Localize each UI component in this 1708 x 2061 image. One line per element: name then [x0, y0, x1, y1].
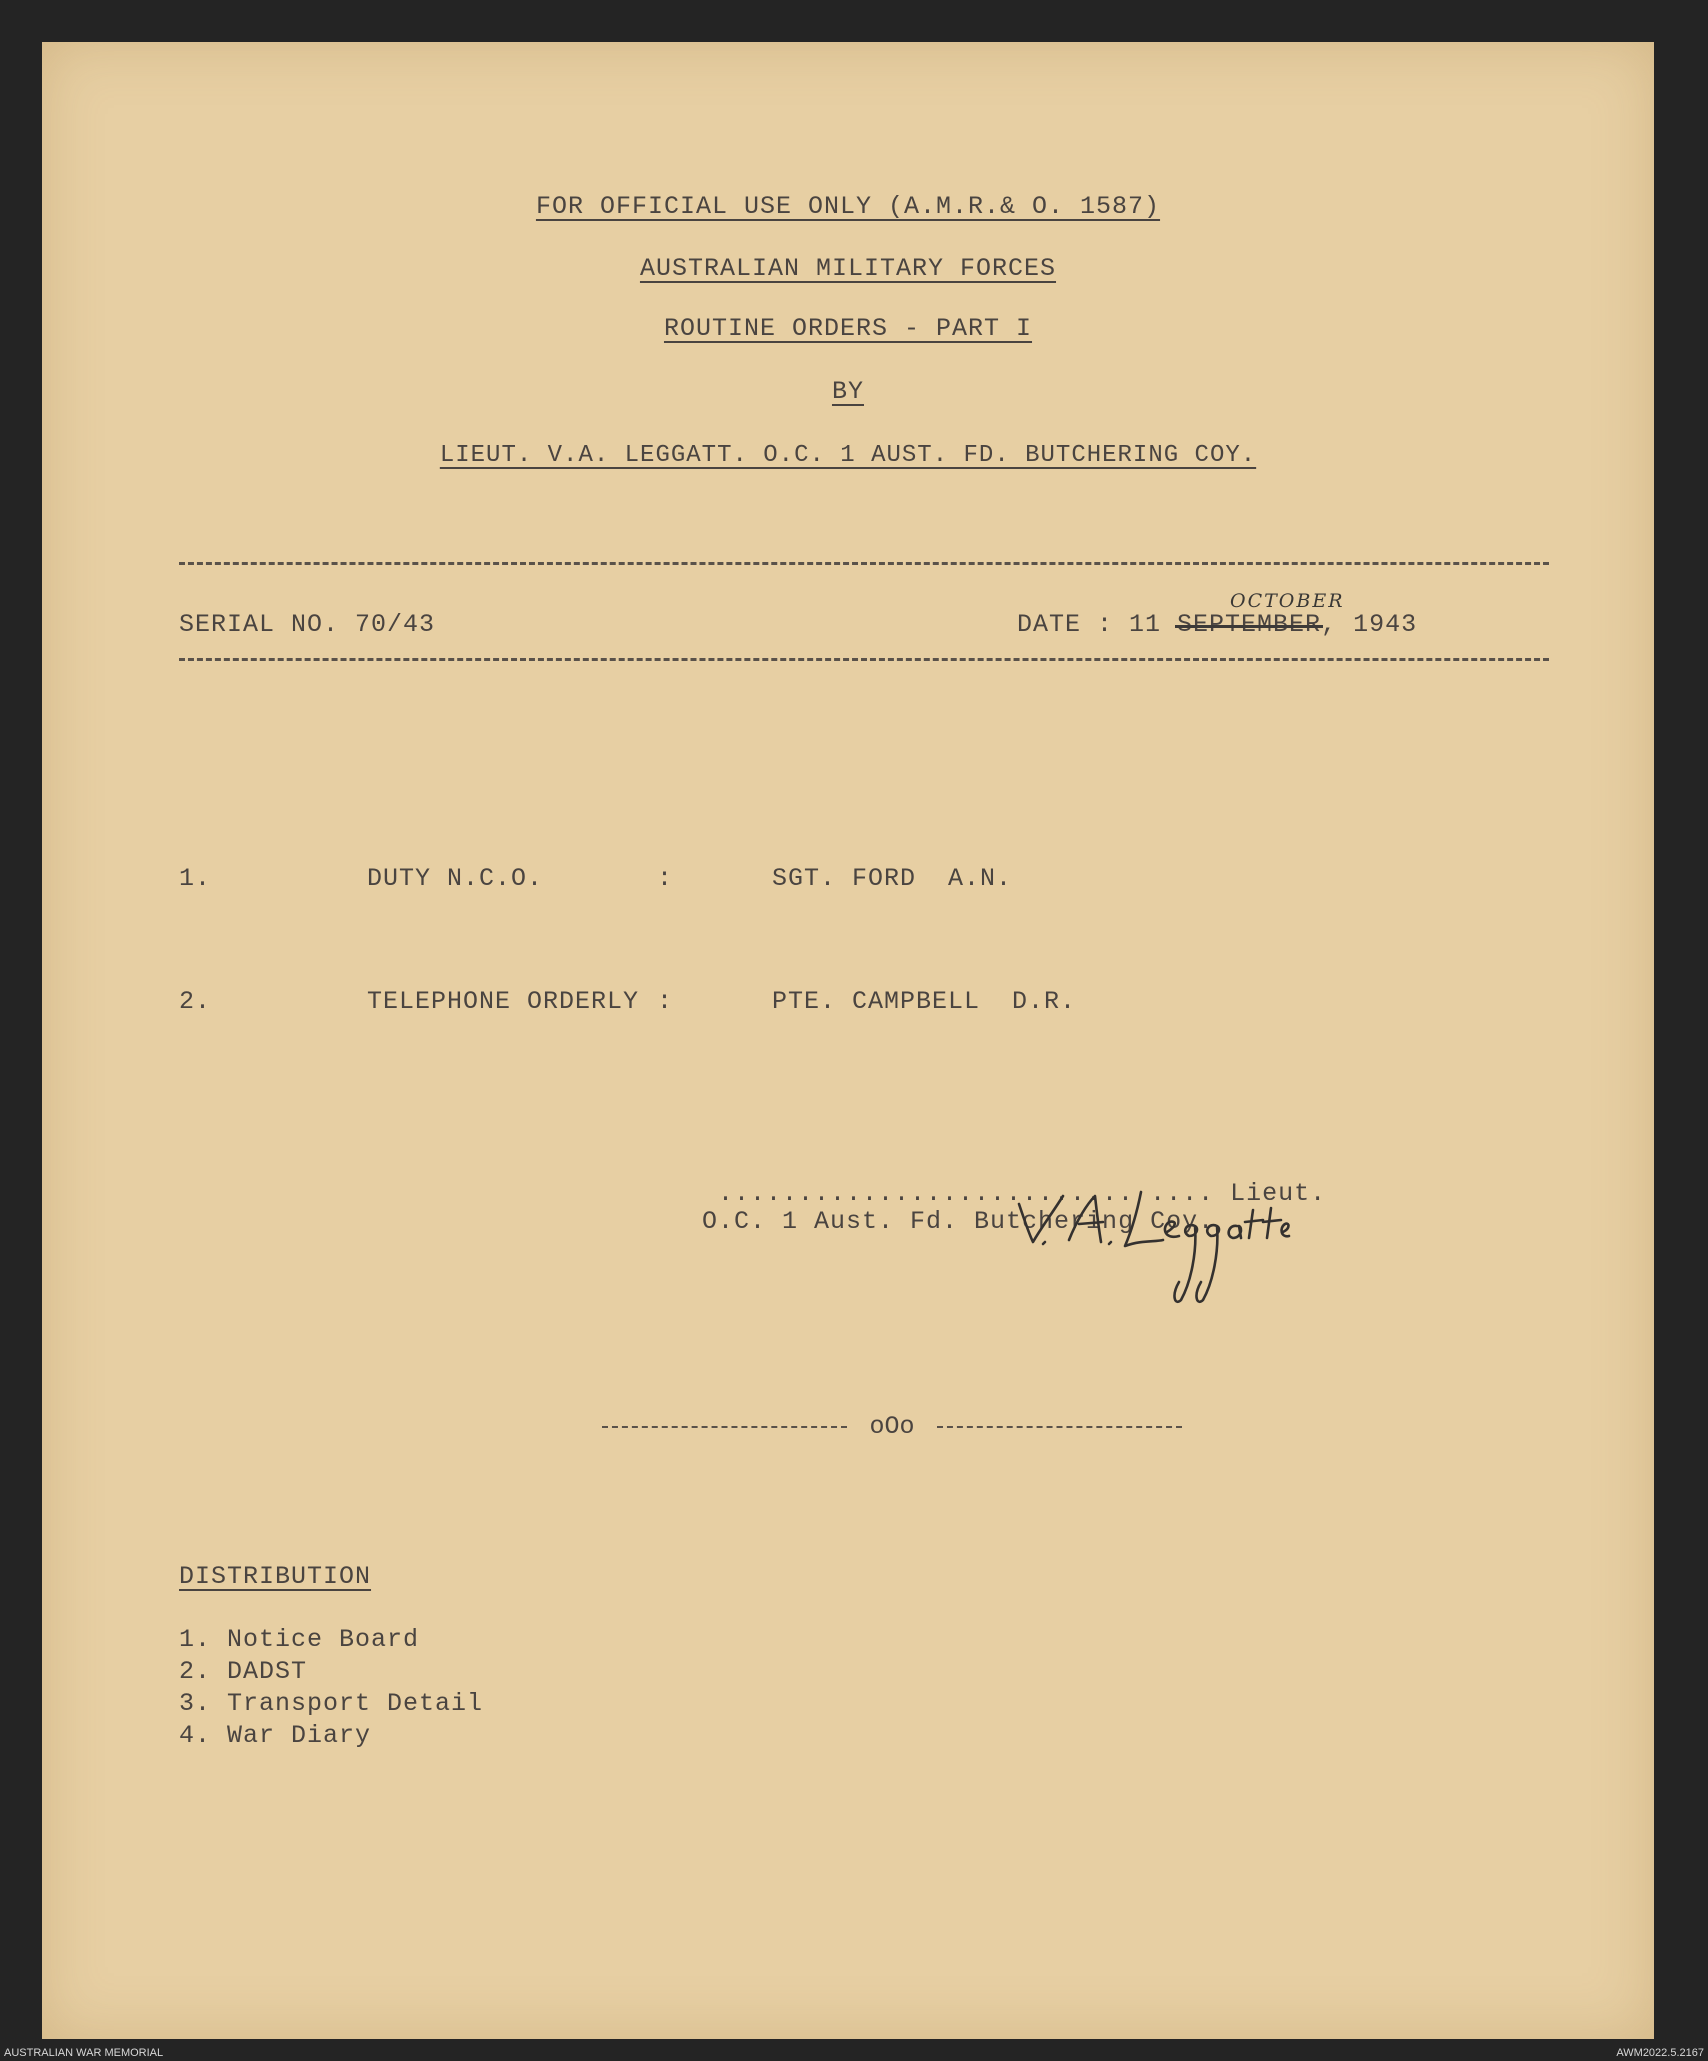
- header-forces: AUSTRALIAN MILITARY FORCES: [639, 254, 1057, 283]
- divider-line-left: [602, 1426, 847, 1428]
- signature-title: O.C. 1 Aust. Fd. Butchering Coy.: [702, 1207, 1215, 1236]
- order-1-number: 1.: [179, 864, 212, 893]
- section-divider: [602, 1412, 1182, 1442]
- footer-accession: AWM2022.5.2167: [1616, 2047, 1704, 2059]
- date-struck-month: SEPTEMBER: [1177, 610, 1322, 639]
- divider-line-right: [937, 1426, 1182, 1428]
- order-1-separator: :: [657, 864, 674, 893]
- distribution-heading: DISTRIBUTION: [179, 1562, 372, 1591]
- distribution-item: 2. DADST: [179, 1657, 308, 1686]
- header-issuer: LIEUT. V.A. LEGGATT. O.C. 1 AUST. FD. BUTCHERING COY.: [439, 442, 1257, 469]
- order-date: [1017, 610, 1417, 639]
- date-handwritten-month: OCTOBER: [1230, 590, 1345, 612]
- serial-number: SERIAL NO. 70/43: [179, 610, 436, 639]
- footer-source: AUSTRALIAN WAR MEMORIAL: [4, 2047, 164, 2059]
- divider-mark: oOo: [869, 1412, 915, 1441]
- date-suffix: , 1943: [1321, 610, 1418, 639]
- distribution-item: 3. Transport Detail: [179, 1689, 484, 1718]
- order-2-number: 2.: [179, 987, 212, 1016]
- distribution-item: 4. War Diary: [179, 1721, 372, 1750]
- order-2-duty: TELEPHONE ORDERLY: [367, 987, 640, 1016]
- order-1-name: SGT. FORD A.N.: [772, 864, 1013, 893]
- handwritten-signature: [991, 1182, 1291, 1312]
- rule-top: [179, 562, 1549, 565]
- order-1-duty: DUTY N.C.O.: [367, 864, 544, 893]
- rule-bottom: [179, 658, 1549, 661]
- document-page: [42, 42, 1654, 2039]
- date-prefix: DATE : 11: [1017, 610, 1178, 639]
- signature-line: .......................... .... Lieut.: [718, 1179, 1327, 1208]
- header-by: BY: [831, 377, 864, 406]
- header-official-use: FOR OFFICIAL USE ONLY (A.M.R.& O. 1587): [535, 192, 1161, 221]
- order-2-name: PTE. CAMPBELL D.R.: [772, 987, 1077, 1016]
- header-routine-orders: ROUTINE ORDERS - PART I: [663, 314, 1033, 343]
- order-2-separator: :: [657, 987, 674, 1016]
- distribution-item: 1. Notice Board: [179, 1625, 420, 1654]
